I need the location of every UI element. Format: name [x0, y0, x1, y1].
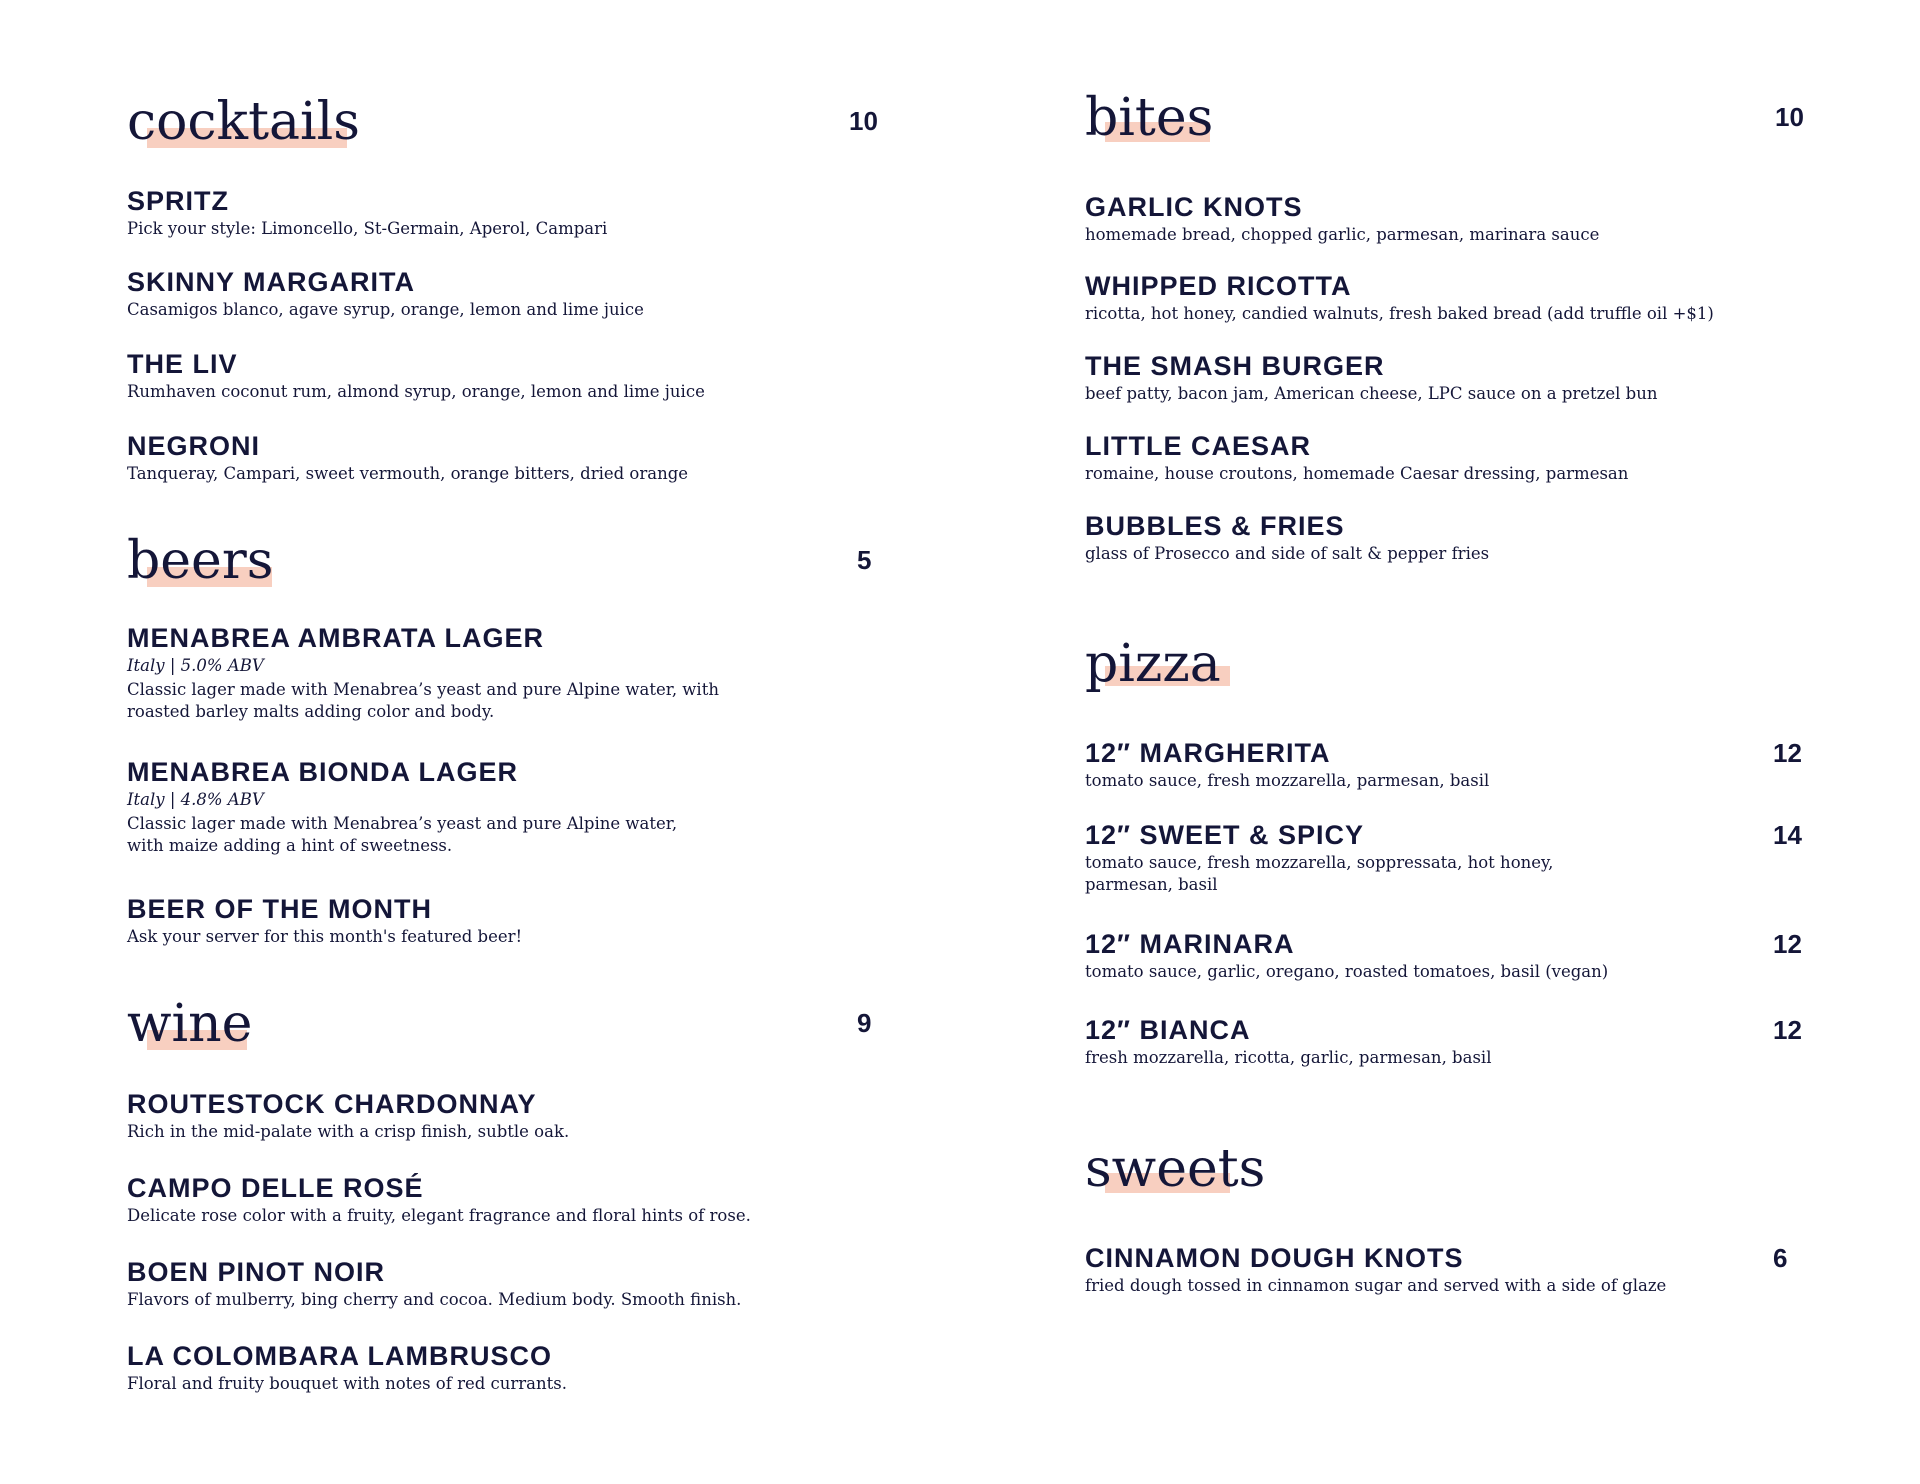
item-description: ricotta, hot honey, candied walnuts, fresh baked bread (add truffle oil +$1): [1085, 304, 1714, 323]
item-description: Rich in the mid-palate with a crisp finish, subtle oak.: [127, 1122, 570, 1141]
item-description: Rumhaven coconut rum, almond syrup, orange, lemon and lime juice: [127, 382, 705, 401]
menu-item: [127, 757, 697, 857]
item-origin-abv: Italy | 4.8% ABV: [127, 790, 264, 809]
item-name: WHIPPED RICOTTA: [1085, 271, 1352, 301]
menu-item: [1085, 738, 1825, 792]
menu-item: [127, 1089, 569, 1143]
wine-heading: wine: [127, 994, 253, 1054]
bites-price: 10: [1775, 102, 1804, 132]
menu-item: [127, 894, 522, 948]
item-description: homemade bread, chopped garlic, parmesan, marinara sauce: [1085, 225, 1600, 244]
item-name: MENABREA AMBRATA LAGER: [127, 623, 544, 653]
item-description: glass of Prosecco and side of salt & pepper fries: [1085, 544, 1490, 563]
item-name: MENABREA BIONDA LAGER: [127, 757, 518, 787]
right-column: [1085, 0, 1825, 1484]
cocktails-price: 10: [849, 106, 878, 136]
cocktails-heading: cocktails: [127, 92, 360, 152]
menu-item: [1085, 511, 1489, 565]
item-description: fried dough tossed in cinnamon sugar and served with a side of glaze: [1085, 1276, 1667, 1295]
menu-item: [1085, 271, 1714, 325]
item-name: 12″ MARINARA: [1085, 929, 1295, 959]
item-price: 12: [1773, 1015, 1802, 1045]
item-description: Classic lager made with Menabrea’s yeast and pure Alpine water, with maize adding a hint of sweetness.: [127, 814, 678, 855]
item-name: SKINNY MARGARITA: [127, 267, 416, 297]
item-description: Classic lager made with Menabrea’s yeast and pure Alpine water, with roasted barley malts adding color and body.: [127, 680, 719, 721]
item-name: LITTLE CAESAR: [1085, 431, 1311, 461]
item-description: Delicate rose color with a fruity, elegant fragrance and floral hints of rose.: [127, 1206, 751, 1225]
item-description: tomato sauce, fresh mozzarella, parmesan, basil: [1085, 771, 1490, 790]
item-name: LA COLOMBARA LAMBRUSCO: [127, 1341, 552, 1371]
item-description: beef patty, bacon jam, American cheese, LPC sauce on a pretzel bun: [1085, 384, 1658, 403]
menu-item: [127, 186, 607, 240]
beers-heading: beers: [127, 531, 274, 591]
item-name: 12″ MARGHERITA: [1085, 738, 1331, 768]
menu-item: [127, 1257, 741, 1311]
item-name: GARLIC KNOTS: [1085, 192, 1303, 222]
item-name: NEGRONI: [127, 431, 261, 461]
menu-item: [127, 623, 747, 723]
menu-item: [1085, 431, 1628, 485]
item-price: 12: [1773, 738, 1802, 768]
item-price: 14: [1773, 820, 1802, 850]
item-description: Casamigos blanco, agave syrup, orange, lemon and lime juice: [127, 300, 644, 319]
menu-item: [1085, 820, 1825, 896]
item-description: Pick your style: Limoncello, St-Germain, Aperol, Campari: [127, 219, 608, 238]
item-name: BOEN PINOT NOIR: [127, 1257, 386, 1287]
item-description: romaine, house croutons, homemade Caesar dressing, parmesan: [1085, 464, 1629, 483]
item-description: tomato sauce, fresh mozzarella, soppressata, hot honey, parmesan, basil: [1085, 853, 1554, 894]
item-price: 12: [1773, 929, 1802, 959]
item-description: Flavors of mulberry, bing cherry and cocoa. Medium body. Smooth finish.: [127, 1290, 742, 1309]
item-price: 6: [1773, 1243, 1788, 1273]
item-name: 12″ SWEET & SPICY: [1085, 820, 1364, 850]
item-name: THE SMASH BURGER: [1085, 351, 1385, 381]
wine-price: 9: [857, 1008, 872, 1038]
item-description: Floral and fruity bouquet with notes of red currants.: [127, 1374, 567, 1393]
menu-item: [1085, 929, 1825, 983]
menu-item: [127, 267, 644, 321]
menu-item: [1085, 351, 1657, 405]
menu-item: [127, 431, 688, 485]
item-name: CINNAMON DOUGH KNOTS: [1085, 1243, 1464, 1273]
item-name: CAMPO DELLE ROSÉ: [127, 1173, 424, 1203]
menu-item: [127, 349, 705, 403]
item-name: BEER OF THE MONTH: [127, 894, 432, 924]
item-description: tomato sauce, garlic, oregano, roasted tomatoes, basil (vegan): [1085, 962, 1609, 981]
pizza-heading: pizza: [1085, 638, 1221, 690]
menu-item: [1085, 1015, 1825, 1069]
bites-heading: bites: [1085, 88, 1214, 148]
sweets-heading: sweets: [1085, 1139, 1266, 1199]
menu-item: [127, 1173, 751, 1227]
menu-item: [1085, 192, 1599, 246]
menu-item: [127, 1341, 567, 1395]
item-name: THE LIV: [127, 349, 238, 379]
menu-item: [1085, 1243, 1825, 1297]
item-description: Ask your server for this month's featured beer!: [127, 927, 523, 946]
item-name: ROUTESTOCK CHARDONNAY: [127, 1089, 537, 1119]
left-column: [127, 0, 897, 1484]
item-name: 12″ BIANCA: [1085, 1015, 1251, 1045]
item-name: BUBBLES & FRIES: [1085, 511, 1345, 541]
beers-price: 5: [857, 545, 872, 575]
item-description: Tanqueray, Campari, sweet vermouth, orange bitters, dried orange: [127, 464, 689, 483]
item-name: SPRITZ: [127, 186, 230, 216]
item-description: fresh mozzarella, ricotta, garlic, parmesan, basil: [1085, 1048, 1492, 1067]
item-origin-abv: Italy | 5.0% ABV: [127, 656, 264, 675]
